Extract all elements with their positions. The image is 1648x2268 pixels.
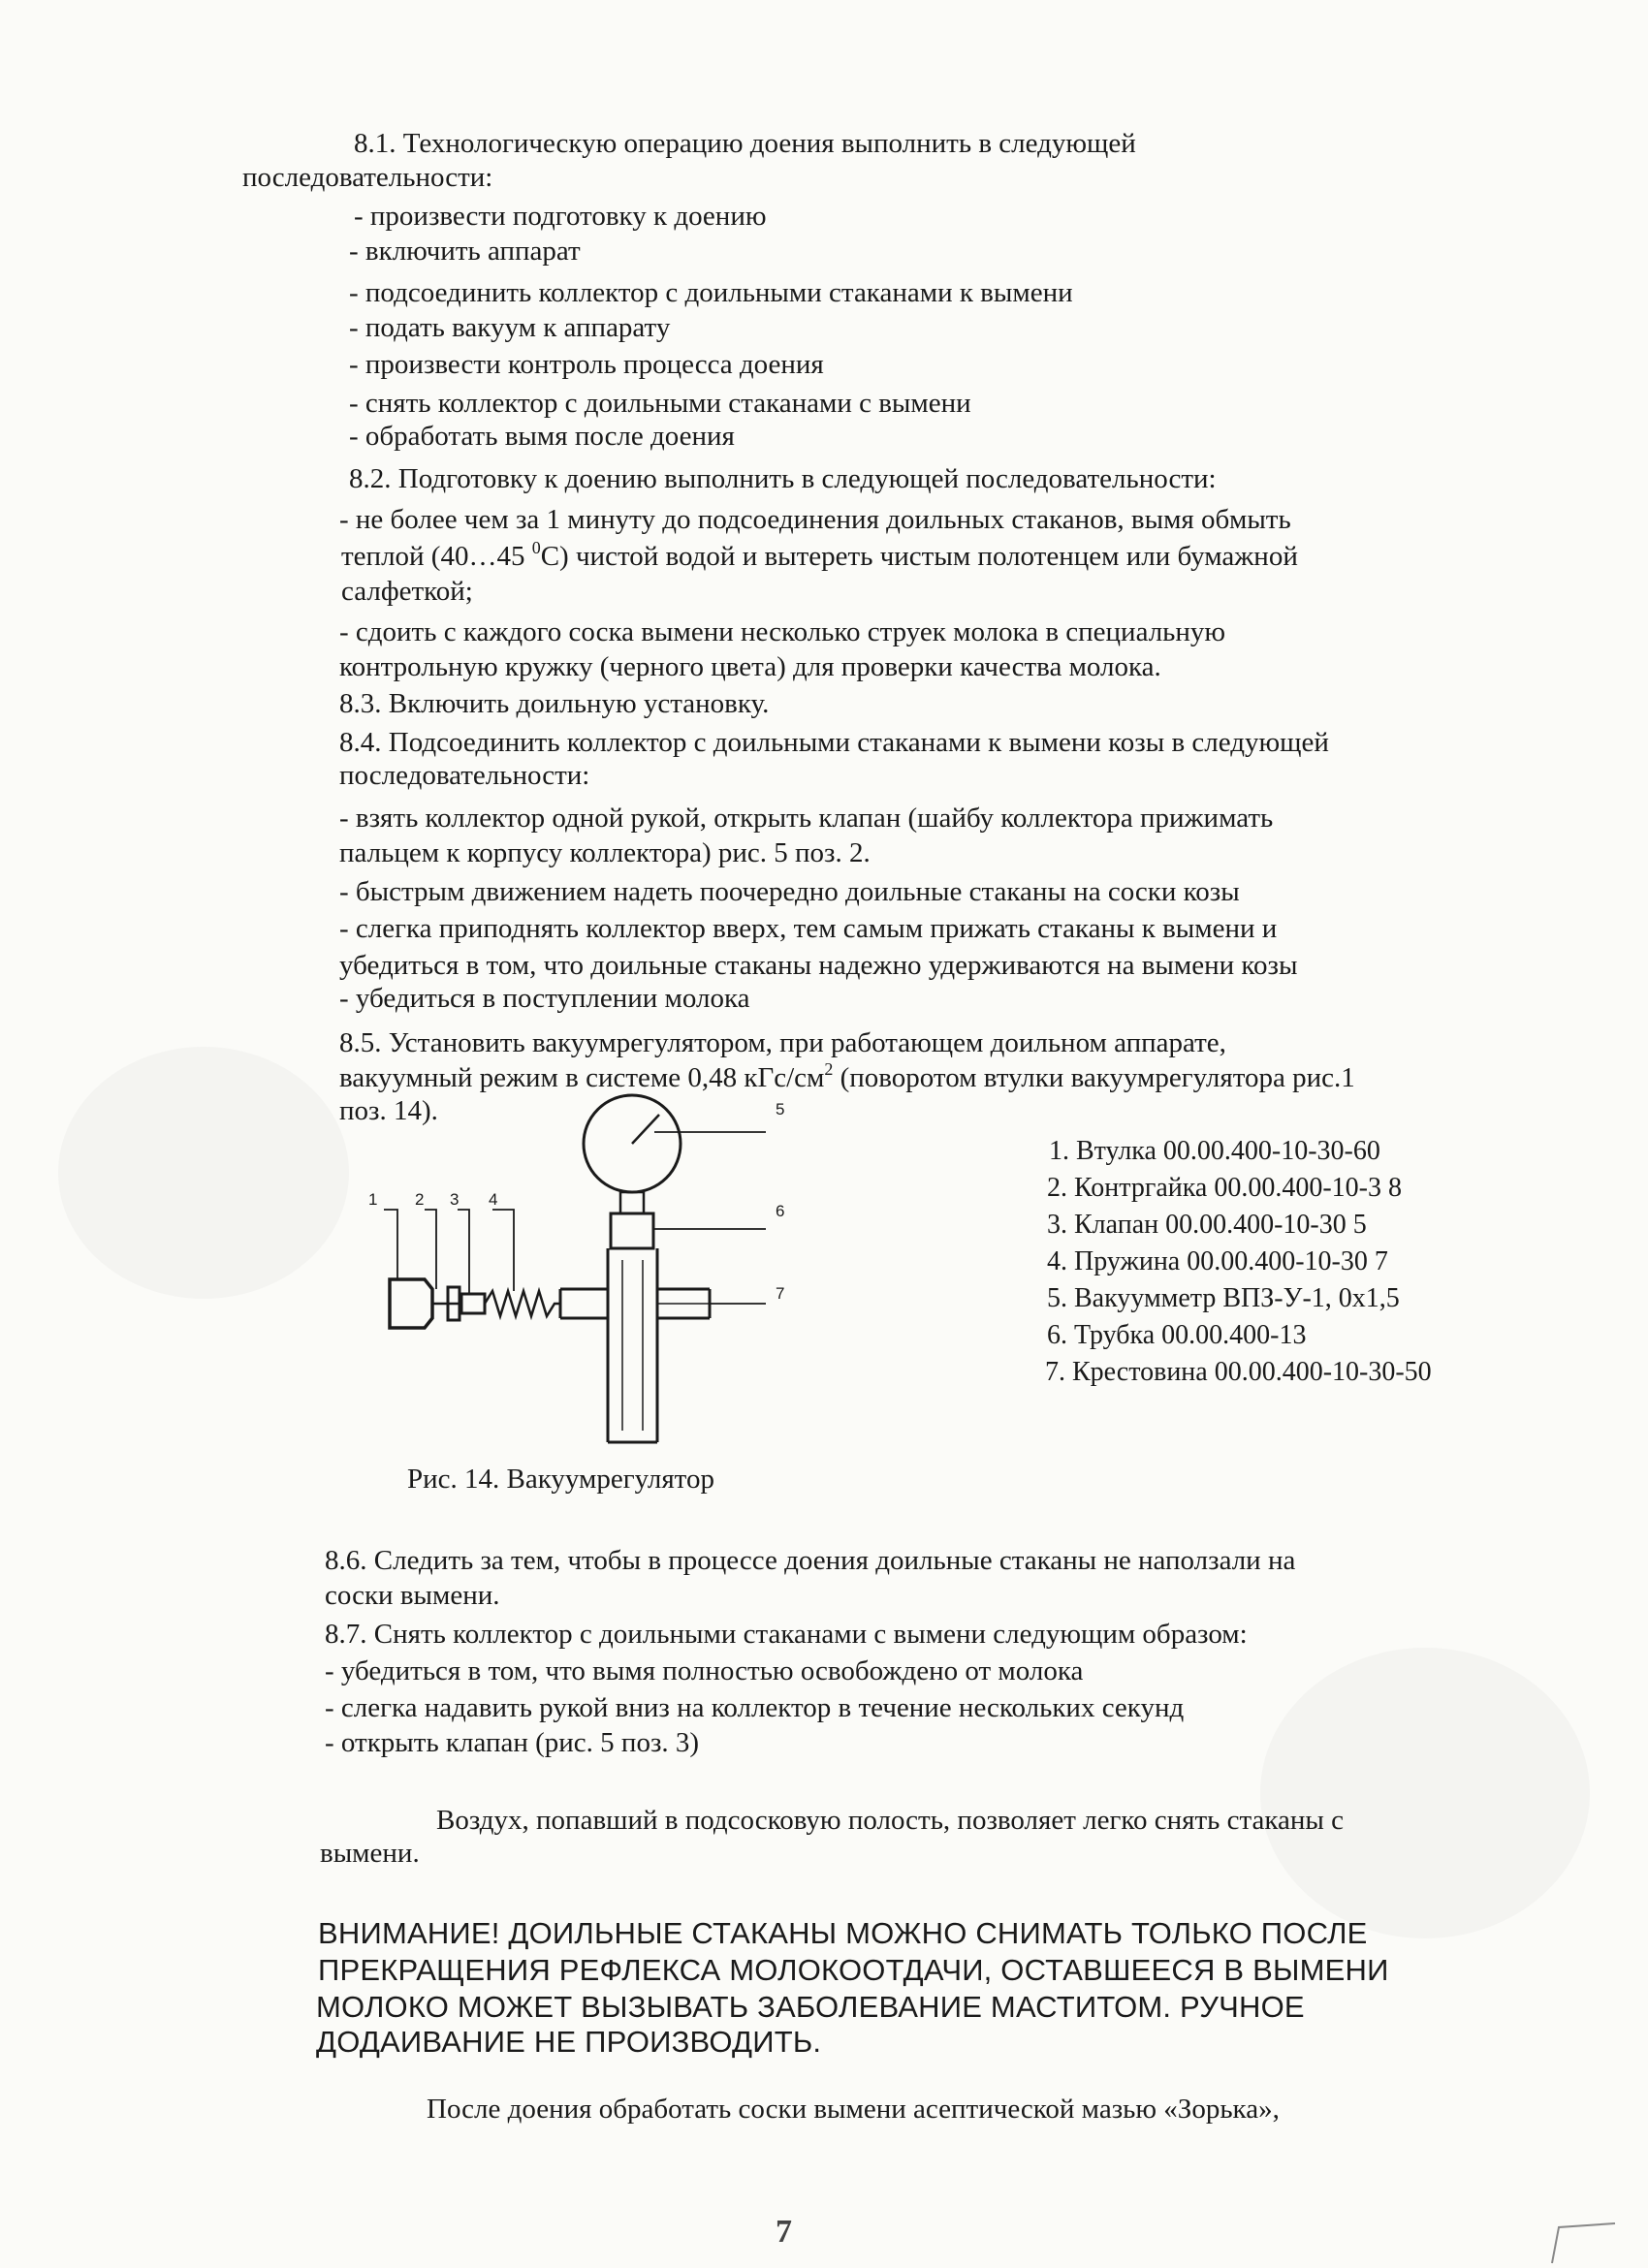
section-8-3: 8.3. Включить доильную установку. <box>339 688 770 719</box>
warning-line-2: ПРЕКРАЩЕНИЯ РЕФЛЕКСА МОЛОКООТДАЧИ, ОСТАВШЕЕСЯ В ВЫМЕНИ <box>318 1953 1389 1987</box>
section-8-7-line-1: 8.7. Снять коллектор с доильными стаканами с вымени следующим образом: <box>325 1619 1248 1650</box>
legend-item: 7. Крестовина 00.00.400-10-30-50 <box>1045 1357 1432 1387</box>
section-8-2-line-6: контрольную кружку (черного цвета) для проверки качества молока. <box>339 651 1161 682</box>
legend-item: 4. Пружина 00.00.400-10-30 7 <box>1047 1246 1388 1276</box>
section-8-2-line-4: салфеткой; <box>341 576 473 607</box>
callout-1: 1 <box>368 1190 378 1209</box>
section-8-7-line-4: - открыть клапан (рис. 5 поз. 3) <box>325 1727 700 1758</box>
list-item: - включить аппарат <box>349 236 581 267</box>
callout-7: 7 <box>776 1284 785 1303</box>
callout-5: 5 <box>776 1100 785 1118</box>
section-8-4-line-5: - быстрым движением надеть поочередно доильные стаканы на соски козы <box>339 876 1240 907</box>
spring-part <box>485 1291 560 1316</box>
section-8-7-line-3: - слегка надавить рукой вниз на коллектор в течение нескольких секунд <box>325 1692 1185 1723</box>
scan-corner-mark <box>1547 2220 1625 2268</box>
legend-item: 3. Клапан 00.00.400-10-30 5 <box>1047 1210 1367 1240</box>
legend-item: 2. Контргайка 00.00.400-10-3 8 <box>1047 1173 1402 1203</box>
warning-line-4: ДОДАИВАНИЕ НЕ ПРОИЗВОДИТЬ. <box>316 2025 822 2059</box>
callout-4: 4 <box>489 1190 498 1209</box>
text-fragment: вакуумный режим в системе 0,48 кГс/см <box>339 1062 825 1093</box>
legend-item: 6. Трубка 00.00.400-13 <box>1047 1320 1307 1350</box>
figure-caption: Рис. 14. Вакуумрегулятор <box>407 1464 714 1495</box>
section-8-4-line-1: 8.4. Подсоединить коллектор с доильными стаканами к вымени козы в следующей <box>339 727 1329 758</box>
list-item: - произвести контроль процесса доения <box>349 349 824 380</box>
air-paragraph-line-2: вымени. <box>320 1838 420 1869</box>
callout-3: 3 <box>450 1190 460 1209</box>
page-number: 7 <box>776 2214 792 2250</box>
warning-line-1: ВНИМАНИЕ! ДОИЛЬНЫЕ СТАКАНЫ МОЖНО СНИМАТЬ ТОЛЬКО ПОСЛЕ <box>318 1916 1368 1950</box>
section-8-1-line-1: 8.1. Технологическую операцию доения выполнить в следующей <box>354 128 1136 159</box>
section-8-6-line-2: соски вымени. <box>325 1580 500 1611</box>
air-paragraph-line-1: Воздух, попавший в подсосковую полость, позволяет легко снять стаканы с <box>436 1805 1345 1836</box>
vacuum-regulator-drawing <box>368 1086 814 1454</box>
section-8-5-line-3: поз. 14). <box>339 1095 438 1126</box>
legend-item: 5. Вакуумметр ВПЗ-У-1, 0х1,5 <box>1047 1283 1400 1313</box>
valve-part <box>461 1294 485 1313</box>
section-8-2-line-3 <box>341 539 1298 574</box>
section-8-2-line-2: - не более чем за 1 минуту до подсоединения доильных стаканов, вымя обмыть <box>339 504 1291 535</box>
degree-superscript: 0 <box>531 538 541 557</box>
section-8-4-line-3: - взять коллектор одной рукой, открыть клапан (шайбу коллектора прижимать <box>339 803 1274 834</box>
section-8-4-line-6: - слегка приподнять коллектор вверх, тем самым прижать стаканы к вымени и <box>339 913 1278 944</box>
list-item: - произвести подготовку к доению <box>354 201 767 232</box>
section-8-4-line-2: последовательности: <box>339 760 590 791</box>
list-item: - подать вакуум к аппарату <box>349 312 671 343</box>
gauge-needle <box>632 1115 659 1144</box>
section-8-1-line-2: последовательности: <box>242 162 493 193</box>
section-8-2-line-5: - сдоить с каждого соска вымени несколько струек молока в специальную <box>339 616 1226 647</box>
section-8-5-line-1: 8.5. Установить вакуумрегулятором, при работающем доильном аппарате, <box>339 1027 1226 1058</box>
after-milking-line: После доения обработать соски вымени асептической мазью «Зорька», <box>427 2094 1280 2125</box>
text-fragment: теплой (40…45 <box>341 541 532 572</box>
callout-2: 2 <box>415 1190 425 1209</box>
section-8-2-line-1: 8.2. Подготовку к доению выполнить в следующей последовательности: <box>349 463 1217 494</box>
section-8-4-line-8: - убедиться в поступлении молока <box>339 983 750 1014</box>
sleeve-part <box>390 1279 432 1328</box>
callout-6: 6 <box>776 1202 785 1220</box>
legend-item: 1. Втулка 00.00.400-10-30-60 <box>1049 1136 1380 1166</box>
section-8-4-line-7: убедиться в том, что доильные стаканы надежно удерживаются на вымени козы <box>339 950 1298 981</box>
section-8-4-line-4: пальцем к корпусу коллектора) рис. 5 поз. 2. <box>339 837 871 868</box>
section-8-7-line-2: - убедиться в том, что вымя полностью освобождено от молока <box>325 1655 1084 1686</box>
list-item: - подсоединить коллектор с доильными стаканами к вымени <box>349 277 1073 308</box>
exponent-superscript: 2 <box>824 1059 834 1079</box>
list-item: - снять коллектор с доильными стаканами с вымени <box>349 388 971 419</box>
list-item: - обработать вымя после доения <box>349 421 735 452</box>
section-8-6-line-1: 8.6. Следить за тем, чтобы в процессе доения доильные стаканы не наползали на <box>325 1545 1296 1576</box>
lock-nut-part <box>611 1213 653 1248</box>
text-fragment: С) чистой водой и вытереть чистым полотенцем или бумажной <box>540 541 1298 572</box>
text-fragment: (поворотом втулки вакуумрегулятора рис.1 <box>833 1062 1355 1093</box>
warning-line-3: МОЛОКО МОЖЕТ ВЫЗЫВАТЬ ЗАБОЛЕВАНИЕ МАСТИТОМ. РУЧНОЕ <box>316 1990 1305 2024</box>
